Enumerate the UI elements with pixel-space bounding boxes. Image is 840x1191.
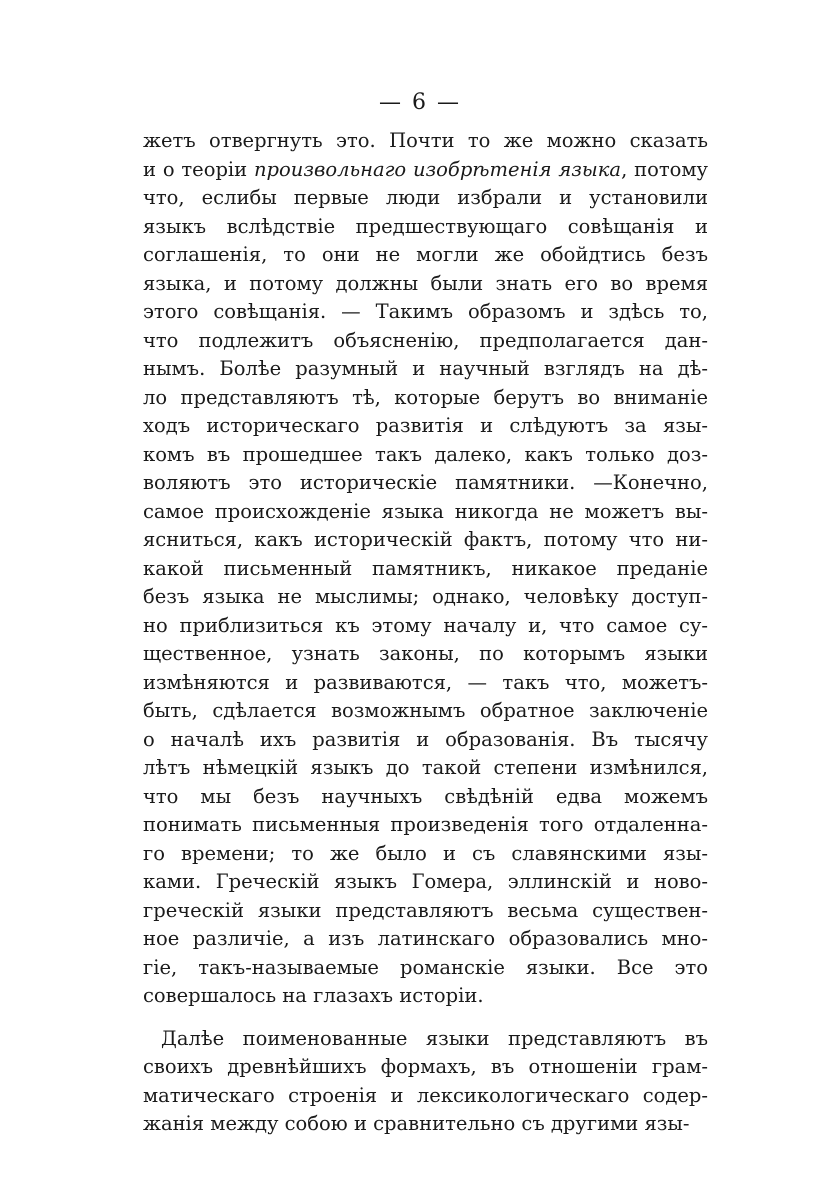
text-line: ясниться, какъ историческій фактъ, потому что ни-: [143, 528, 708, 551]
text-line: гіе, такъ-называемые романскіе языки. Все это: [143, 955, 708, 979]
text-line: щественное, узнать законы, по которымъ языки: [143, 642, 708, 665]
text-line: соглашенія, то они не могли же обойдтись безъ: [143, 243, 708, 266]
paragraph-2: [143, 1025, 708, 1139]
text-line: ками. Греческій языкъ Гомера, эллинскій и ново-: [143, 870, 708, 893]
text-line: о началѣ ихъ развитія и образованія. Въ тысячу: [143, 727, 708, 751]
text-line: греческій языки представляютъ весьма существен-: [143, 898, 708, 922]
text-line: безъ языка не мыслимы; однако, человѣку доступ-: [143, 585, 708, 608]
paragraph-gap: [143, 1011, 708, 1025]
text-line: ло представляютъ тѣ, которые берутъ во вниманіе: [143, 385, 708, 409]
text-line: какой письменный памятникъ, никакое преданіе: [143, 556, 708, 580]
text-line: что мы безъ научныхъ свѣдѣній едва можемъ: [143, 784, 708, 808]
text-line: что, еслибы первые люди избрали и установили: [143, 186, 708, 209]
text-line: но приблизиться къ этому началу и, что самое су-: [143, 613, 708, 637]
text-line: го времени; то же было и съ славянскими язы-: [143, 841, 708, 865]
text-line: жанія между собою и сравнительно съ другими язы-: [143, 1112, 690, 1135]
text-line: быть, сдѣлается возможнымъ обратное заключеніе: [143, 699, 708, 722]
text-line: воляютъ это историческіе памятники. —Конечно,: [143, 471, 708, 494]
paragraph-1: [143, 127, 708, 1011]
text-line: комъ въ прошедшее такъ далеко, какъ только доз-: [143, 442, 708, 466]
text-line: матическаго строенія и лексикологическаго содер-: [143, 1083, 708, 1107]
text-line: [143, 156, 708, 185]
text-line: лѣтъ нѣмецкій языкъ до такой степени измѣнился,: [143, 756, 708, 779]
text-line: нымъ. Болѣе разумный и научный взглядъ на дѣ-: [143, 357, 708, 380]
text-line: своихъ древнѣйшихъ формахъ, въ отношеніи грам-: [143, 1055, 708, 1078]
text-line: ходъ историческаго развитія и слѣдуютъ за язы-: [143, 414, 708, 437]
text-line: этого совѣщанія. — Такимъ образомъ и здѣсь то,: [143, 300, 708, 323]
text-line: языка, и потому должны были знать его во время: [143, 271, 708, 295]
text-line: что подлежитъ объясненію, предполагается дан-: [143, 328, 708, 352]
text-line: языкъ вслѣдствіе предшествующаго совѣщанія и: [143, 214, 708, 238]
text-segment: , потому: [621, 157, 708, 181]
text-line: Далѣе поименованные языки представляютъ въ: [161, 1026, 708, 1050]
text-line: самое происхожденіе языка никогда не можетъ вы-: [143, 499, 708, 523]
page-number: — 6 —: [379, 90, 461, 115]
text-line: измѣняются и развиваются, — такъ что, можетъ-: [143, 670, 708, 694]
text-line: понимать письменныя произведенія того отдаленна-: [143, 813, 708, 836]
text-line: жетъ отвергнуть это. Почти то же можно сказать: [143, 129, 708, 152]
text-line: совершалось на глазахъ исторіи.: [143, 984, 484, 1007]
text-segment: и о теоріи: [143, 157, 254, 181]
body-text: [143, 127, 708, 1139]
italic-title: произвольнаго изобрѣтенія языка: [254, 157, 622, 181]
text-line: ное различіе, а изъ латинскаго образовались мно-: [143, 927, 708, 950]
